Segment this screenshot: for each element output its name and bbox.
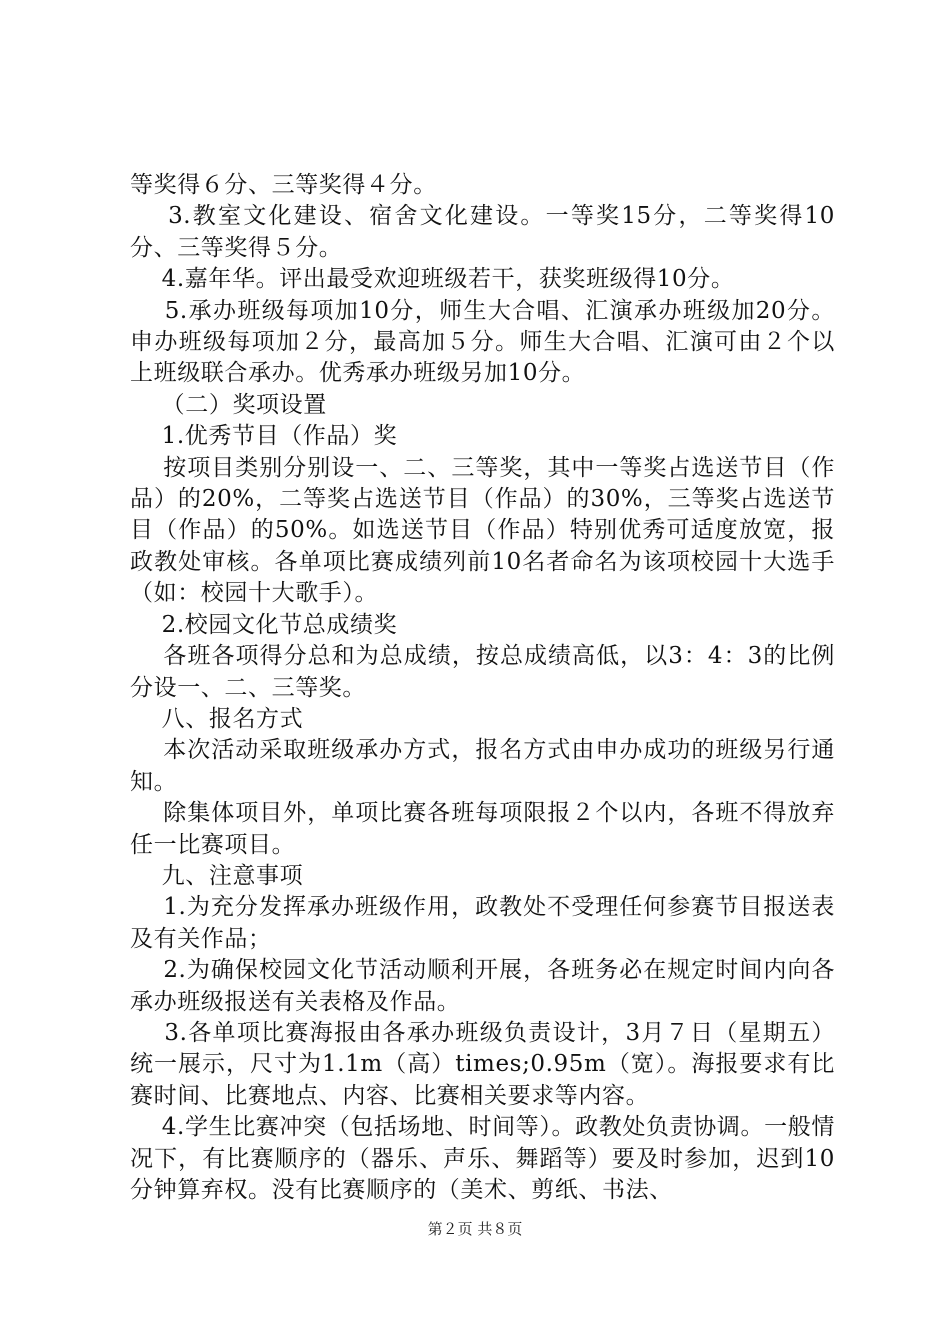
subsection-heading: 1.优秀节目（作品）奖 [130,423,398,450]
section-heading: 八、报名方式 [130,705,304,732]
paragraph: 本次活动采取班级承办方式，报名方式由申办成功的班级另行通知。 [130,737,835,795]
paragraph: 等奖得６分、三等奖得４分。 [130,172,437,198]
paragraph: 按项目类别分别设一、二、三等奖，其中一等奖占选送节目（作品）的20%，二等奖占选送节目（作品）的30%，三等奖占选送节目（作品）的50%。如选送节目（作品）特别优秀可适度放宽，报政教处审核。各单项比赛成绩列前10名者命名为该项校园十大选手（如：校园十大歌手）。 [130,454,835,607]
paragraph: 1.为充分发挥承办班级作用，政教处不受理任何参赛节目报送表及有关作品； [130,894,835,952]
paragraph: 4.嘉年华。评出最受欢迎班级若干，获奖班级得10分。 [130,266,735,293]
document-body [130,170,835,1206]
paragraph: 4.学生比赛冲突（包括场地、时间等）。政教处负责协调。一般情况下，有比赛顺序的（器乐、声乐、舞蹈等）要及时参加，迟到10分钟算弃权。没有比赛顺序的（美术、剪纸、书法、 [130,1114,835,1203]
paragraph: 5.承办班级每项加10分，师生大合唱、汇演承办班级加20分。申办班级每项加２分，最高加５分。师生大合唱、汇演可由２个以上班级联合承办。优秀承办班级另加10分。 [130,297,835,387]
paragraph: 2.为确保校园文化节活动顺利开展，各班务必在规定时间内向各承办班级报送有关表格及作品。 [130,957,835,1015]
paragraph: 各班各项得分总和为总成绩，按总成绩高低，以3：4：3的比例分设一、二、三等奖。 [130,643,835,701]
paragraph: 除集体项目外，单项比赛各班每项限报２个以内，各班不得放弃任一比赛项目。 [130,800,835,858]
page-footer: 第２页 共８页 [427,1220,523,1238]
paragraph: 3.各单项比赛海报由各承办班级负责设计，3月７日（星期五）统一展示，尺寸为1.1m（高）times;0.95m（宽）。海报要求有比赛时间、比赛地点、内容、比赛相关要求等内容。 [130,1019,835,1109]
section-heading: （二）奖项设置 [130,391,327,418]
paragraph: 3.教室文化建设、宿舍文化建设。一等奖15分，二等奖得10分、三等奖得５分。 [130,203,835,261]
subsection-heading: 2.校园文化节总成绩奖 [130,611,398,638]
section-heading: 九、注意事项 [130,862,304,889]
